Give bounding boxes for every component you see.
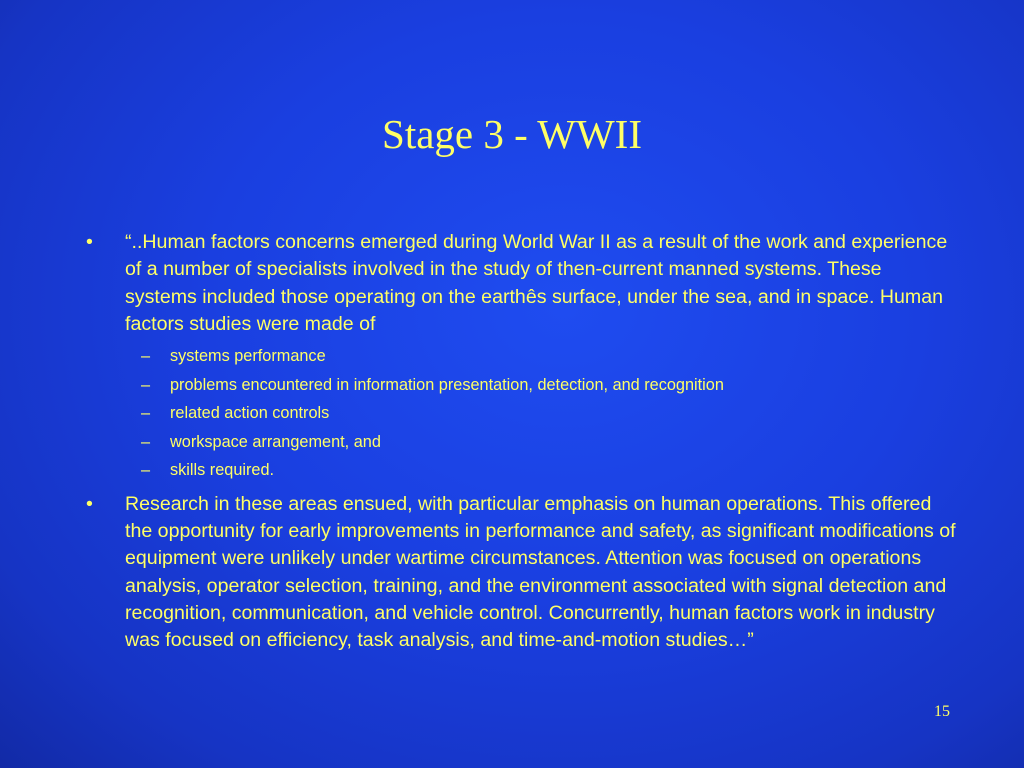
dash-marker: – [141,432,151,451]
bullet-item-2 [86,491,956,655]
page-number: 15 [934,703,950,720]
sub-bullet-text: problems encountered in information presentation, detection, and recognition [170,375,724,394]
dash-marker: – [141,347,151,366]
bullet-marker: • [86,492,93,515]
slide-title: Stage 3 - WWII [382,111,642,157]
dash-marker: – [141,375,151,394]
sub-bullet-item [86,456,956,485]
sub-bullet-item [86,399,956,428]
sub-bullet-list [86,342,956,485]
bullet-text: “..Human factors concerns emerged during World War II as a result of the work and experience of a number of specialists involved in the study of then-current manned systems. These systems included those operating on the earthês surface, under the sea, and in space. Human factors studies were made of [125,231,948,335]
sub-bullet-text: skills required. [170,461,275,480]
bullet-marker: • [86,231,93,253]
sub-bullet-text: related action controls [170,404,330,423]
sub-bullet-item [86,371,956,400]
dash-marker: – [141,404,151,423]
sub-bullet-item [86,428,956,457]
sub-bullet-text: systems performance [170,347,326,366]
slide-content [86,229,956,654]
dash-marker: – [141,461,151,480]
sub-bullet-text: workspace arrangement, and [170,432,381,451]
bullet-item-1 [86,229,956,338]
bullet-text: Research in these areas ensued, with particular emphasis on human operations. This offered the opportunity for early improvements in performance and safety, as significant modifications of equipment were unlikely under wartime circumstances. Attention was focused on operations analysis, operator selection, training, and the environment associated with signal detection and recognition, communication, and vehicle control. Concurrently, human factors work in industry was focused on efficiency, task analysis, and time-and-motion studies…” [125,492,956,652]
sub-bullet-item [86,342,956,371]
